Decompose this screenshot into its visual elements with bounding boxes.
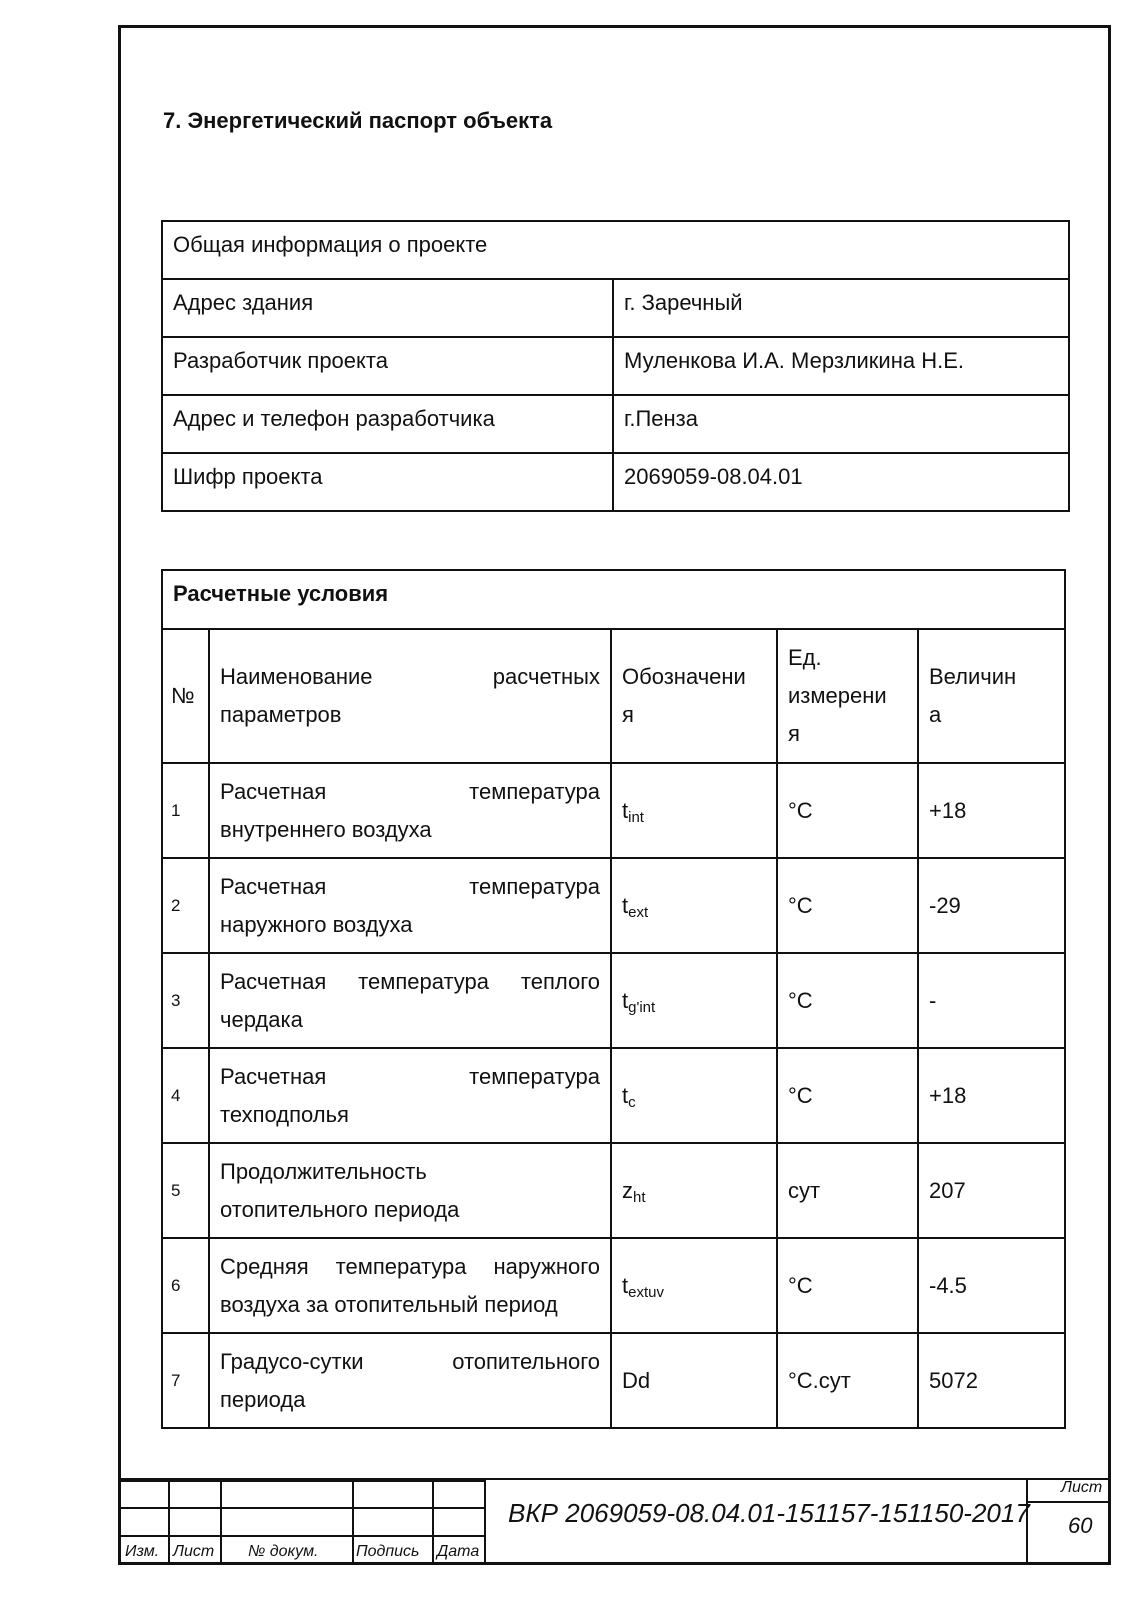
param-name-word: температура <box>469 778 600 804</box>
stamp-line <box>168 1480 170 1565</box>
param-name <box>209 858 611 953</box>
stamp-izm-label: Изм. <box>125 1543 160 1560</box>
header-unit-line: я <box>788 721 800 746</box>
symbol-subscript: int <box>628 808 644 826</box>
param-unit: °С <box>777 858 918 953</box>
param-name-line: периода <box>220 1386 306 1412</box>
param-unit: °С <box>777 763 918 858</box>
symbol-main: t <box>622 1082 629 1108</box>
symbol-subscript: ext <box>628 903 649 921</box>
row-number: 3 <box>162 953 209 1048</box>
param-unit: °С.сут <box>777 1333 918 1428</box>
table-row <box>162 953 1065 1048</box>
header-name-word: расчетных <box>492 664 600 689</box>
header-num: № <box>162 629 209 763</box>
stamp-list-label: Лист <box>173 1543 215 1560</box>
stamp-date-label: Дата <box>437 1543 480 1560</box>
sheet-label: Лист <box>1061 1479 1103 1496</box>
design-conditions-table <box>161 569 1066 1429</box>
table-row <box>162 763 1065 858</box>
param-name-line: наружного воздуха <box>220 911 413 937</box>
param-symbol <box>611 858 777 953</box>
param-name-word: Расчетная <box>220 778 327 804</box>
header-value <box>918 629 1065 763</box>
stamp-line <box>352 1480 354 1565</box>
stamp-line <box>118 1480 484 1482</box>
param-value: 207 <box>918 1143 1065 1238</box>
table-row <box>162 221 1069 279</box>
param-value: -4.5 <box>918 1238 1065 1333</box>
table-row <box>162 453 1069 511</box>
row-number: 1 <box>162 763 209 858</box>
param-name-line: отопительного периода <box>220 1196 460 1222</box>
param-symbol <box>611 953 777 1048</box>
symbol-main: z <box>622 1177 633 1203</box>
symbol-subscript: g'int <box>628 998 656 1016</box>
stamp-doc-label: № докум. <box>248 1543 319 1560</box>
section-heading: 7. Энергетический паспорт объекта <box>163 108 553 133</box>
param-name-word: Расчетная <box>220 1063 327 1089</box>
param-symbol <box>611 763 777 858</box>
symbol-main: Dd <box>622 1367 651 1393</box>
row-number: 7 <box>162 1333 209 1428</box>
param-symbol <box>611 1333 777 1428</box>
param-unit: °С <box>777 953 918 1048</box>
header-value-line: Величин <box>929 664 1017 689</box>
stamp-line <box>220 1480 222 1565</box>
param-value: 5072 <box>918 1333 1065 1428</box>
row-number: 5 <box>162 1143 209 1238</box>
header-unit <box>777 629 918 763</box>
param-name-line: Продолжительность <box>220 1158 427 1184</box>
param-name <box>209 953 611 1048</box>
param-name <box>209 1238 611 1333</box>
param-name-line: Средняя температура наружного <box>220 1253 600 1279</box>
table-row <box>162 1143 1065 1238</box>
row-number: 2 <box>162 858 209 953</box>
design-conditions-title: Расчетные условия <box>162 570 1065 629</box>
header-symbol <box>611 629 777 763</box>
table-row <box>162 1333 1065 1428</box>
general-info-table <box>161 220 1070 512</box>
stamp-line <box>118 1478 1111 1480</box>
stamp-line <box>484 1480 486 1565</box>
header-symbol-line: я <box>622 702 634 727</box>
info-label: Разработчик проекта <box>162 337 613 395</box>
param-name-line: внутреннего воздуха <box>220 816 432 842</box>
symbol-main: t <box>622 1272 629 1298</box>
param-name <box>209 763 611 858</box>
param-value: -29 <box>918 858 1065 953</box>
row-number: 4 <box>162 1048 209 1143</box>
document-code: ВКР 2069059-08.04.01-151157-151150-2017 <box>508 1498 1030 1528</box>
table-header-row <box>162 629 1065 763</box>
stamp-line <box>1026 1501 1111 1503</box>
header-unit-line: Ед. <box>788 645 822 670</box>
param-value: - <box>918 953 1065 1048</box>
symbol-subscript: extuv <box>628 1283 664 1301</box>
param-name-line: техподполья <box>220 1101 349 1127</box>
info-value: Муленкова И.А. Мерзликина Н.Е. <box>613 337 1069 395</box>
param-unit: °С <box>777 1238 918 1333</box>
param-unit: сут <box>777 1143 918 1238</box>
param-value: +18 <box>918 763 1065 858</box>
symbol-main: t <box>622 892 629 918</box>
stamp-line <box>432 1480 434 1565</box>
table-row <box>162 337 1069 395</box>
table-row <box>162 279 1069 337</box>
table-row <box>162 858 1065 953</box>
param-name-line: Расчетная температура теплого <box>220 968 600 994</box>
param-symbol <box>611 1048 777 1143</box>
param-symbol <box>611 1238 777 1333</box>
info-label: Шифр проекта <box>162 453 613 511</box>
stamp-line <box>118 1507 484 1509</box>
param-name-word: температура <box>469 1063 600 1089</box>
header-name-word: Наименование <box>220 664 373 689</box>
param-value: +18 <box>918 1048 1065 1143</box>
param-name <box>209 1333 611 1428</box>
param-name-line: чердака <box>220 1006 303 1032</box>
info-value: г. Заречный <box>613 279 1069 337</box>
header-symbol-line: Обозначени <box>622 664 746 689</box>
stamp-sign-label: Подпись <box>356 1543 420 1560</box>
symbol-main: t <box>622 987 629 1013</box>
row-number: 6 <box>162 1238 209 1333</box>
param-name-word: температура <box>469 873 600 899</box>
table-row <box>162 1238 1065 1333</box>
info-label: Адрес здания <box>162 279 613 337</box>
header-unit-line: измерени <box>788 683 887 708</box>
param-name-word: Градусо-сутки <box>220 1348 364 1374</box>
header-name <box>209 629 611 763</box>
param-name <box>209 1143 611 1238</box>
param-name <box>209 1048 611 1143</box>
param-symbol <box>611 1143 777 1238</box>
info-value: 2069059-08.04.01 <box>613 453 1069 511</box>
symbol-main: t <box>622 797 629 823</box>
info-value: г.Пенза <box>613 395 1069 453</box>
symbol-subscript: ht <box>633 1188 646 1206</box>
header-value-line: а <box>929 702 942 727</box>
param-name-word: Расчетная <box>220 873 327 899</box>
param-name-line: воздуха за отопительный период <box>220 1291 558 1317</box>
general-info-title: Общая информация о проекте <box>162 221 1069 279</box>
param-name-word: отопительного <box>452 1348 600 1374</box>
symbol-subscript: c <box>628 1093 636 1111</box>
stamp-line <box>118 1535 484 1537</box>
sheet-number: 60 <box>1068 1513 1093 1538</box>
info-label: Адрес и телефон разработчика <box>162 395 613 453</box>
header-name-line: параметров <box>220 702 342 727</box>
table-row <box>162 570 1065 629</box>
param-unit: °С <box>777 1048 918 1143</box>
table-row <box>162 1048 1065 1143</box>
table-row <box>162 395 1069 453</box>
